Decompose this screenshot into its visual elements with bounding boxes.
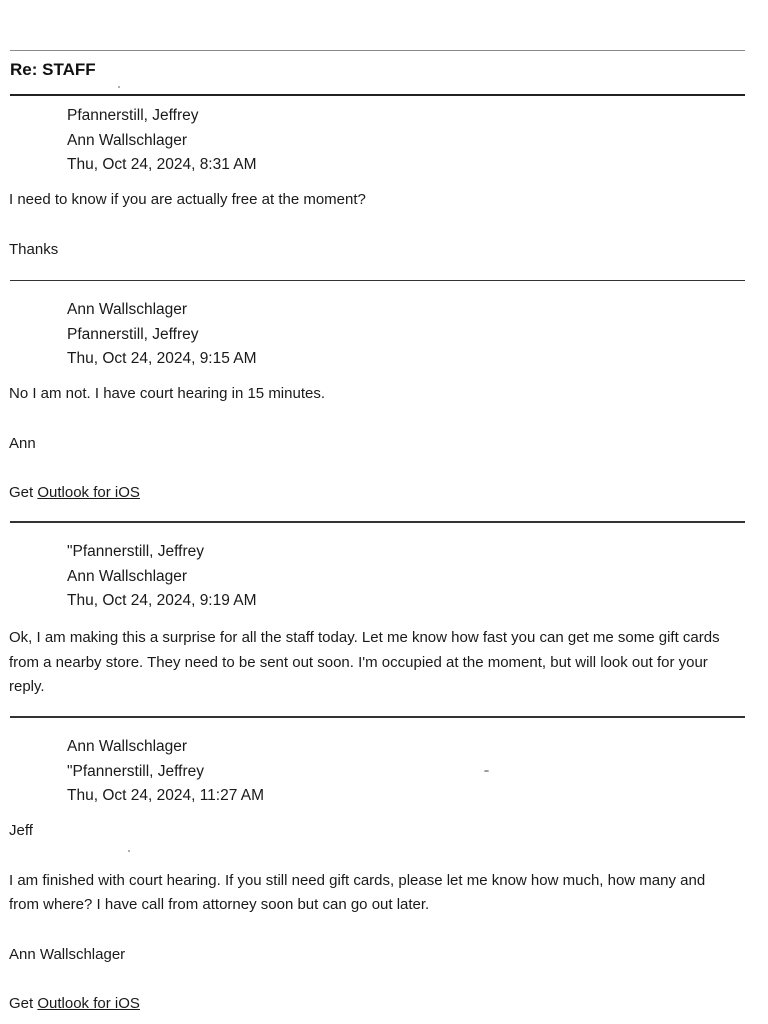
- body-line: I need to know if you are actually free at the moment?: [9, 191, 366, 208]
- outlook-footer: [9, 992, 728, 1017]
- scan-speck: [128, 850, 130, 852]
- message-header: [67, 298, 257, 372]
- message-body: [9, 819, 728, 1017]
- subject-divider: [10, 94, 745, 96]
- footer-prefix: Get: [9, 484, 34, 501]
- message-divider: [10, 716, 745, 718]
- message-body: [9, 382, 748, 506]
- sender-name: Ann Wallschlager: [67, 738, 188, 755]
- body-line: Ann Wallschlager: [9, 945, 126, 963]
- body-line: Jeff: [9, 822, 33, 839]
- footer-prefix: Get: [9, 995, 34, 1012]
- sent-date: Thu, Oct 24, 2024, 9:15 AM: [67, 350, 257, 367]
- outlook-ios-link[interactable]: Outlook for iOS: [37, 484, 140, 501]
- email-subject: Re: STAFF: [10, 60, 96, 79]
- recipient-name: "Pfannerstill, Jeffrey: [67, 762, 205, 780]
- message-header: [67, 540, 257, 614]
- outlook-footer: [9, 481, 748, 506]
- sent-date: Thu, Oct 24, 2024, 9:19 AM: [67, 592, 257, 609]
- sent-date: Thu, Oct 24, 2024, 11:27 AM: [67, 787, 265, 804]
- message-body: [9, 626, 738, 700]
- message-divider: [10, 521, 745, 523]
- body-line: Thanks: [9, 240, 59, 258]
- message-body: [9, 188, 748, 262]
- body-line: I am finished with court hearing. If you still need gift cards, please let me know how much, how many and from where? I have call from attorney soon but can go out later.: [9, 871, 706, 913]
- recipient-name: Ann Wallschlager: [67, 567, 188, 585]
- scan-speck: [118, 86, 120, 88]
- recipient-name: Ann Wallschlager: [67, 131, 188, 149]
- body-line: Ok, I am making this a surprise for all the staff today. Let me know how fast you can get me some gift cards from a nearby store. They need to be sent out soon. I'm occupied at the moment, but will look out for your reply.: [9, 629, 720, 695]
- body-line: No I am not. I have court hearing in 15 minutes.: [9, 385, 326, 402]
- message-header: [67, 104, 257, 178]
- top-divider: [10, 50, 745, 51]
- message-header: [67, 735, 264, 809]
- sender-name: "Pfannerstill, Jeffrey: [67, 543, 205, 560]
- sent-date: Thu, Oct 24, 2024, 8:31 AM: [67, 156, 257, 173]
- sender-name: Pfannerstill, Jeffrey: [67, 107, 199, 124]
- sender-name: Ann Wallschlager: [67, 301, 188, 318]
- outlook-ios-link[interactable]: Outlook for iOS: [37, 995, 140, 1012]
- body-line: Ann: [9, 434, 36, 452]
- recipient-name: Pfannerstill, Jeffrey: [67, 325, 199, 343]
- message-divider: [10, 280, 745, 281]
- scan-speck: [484, 770, 489, 772]
